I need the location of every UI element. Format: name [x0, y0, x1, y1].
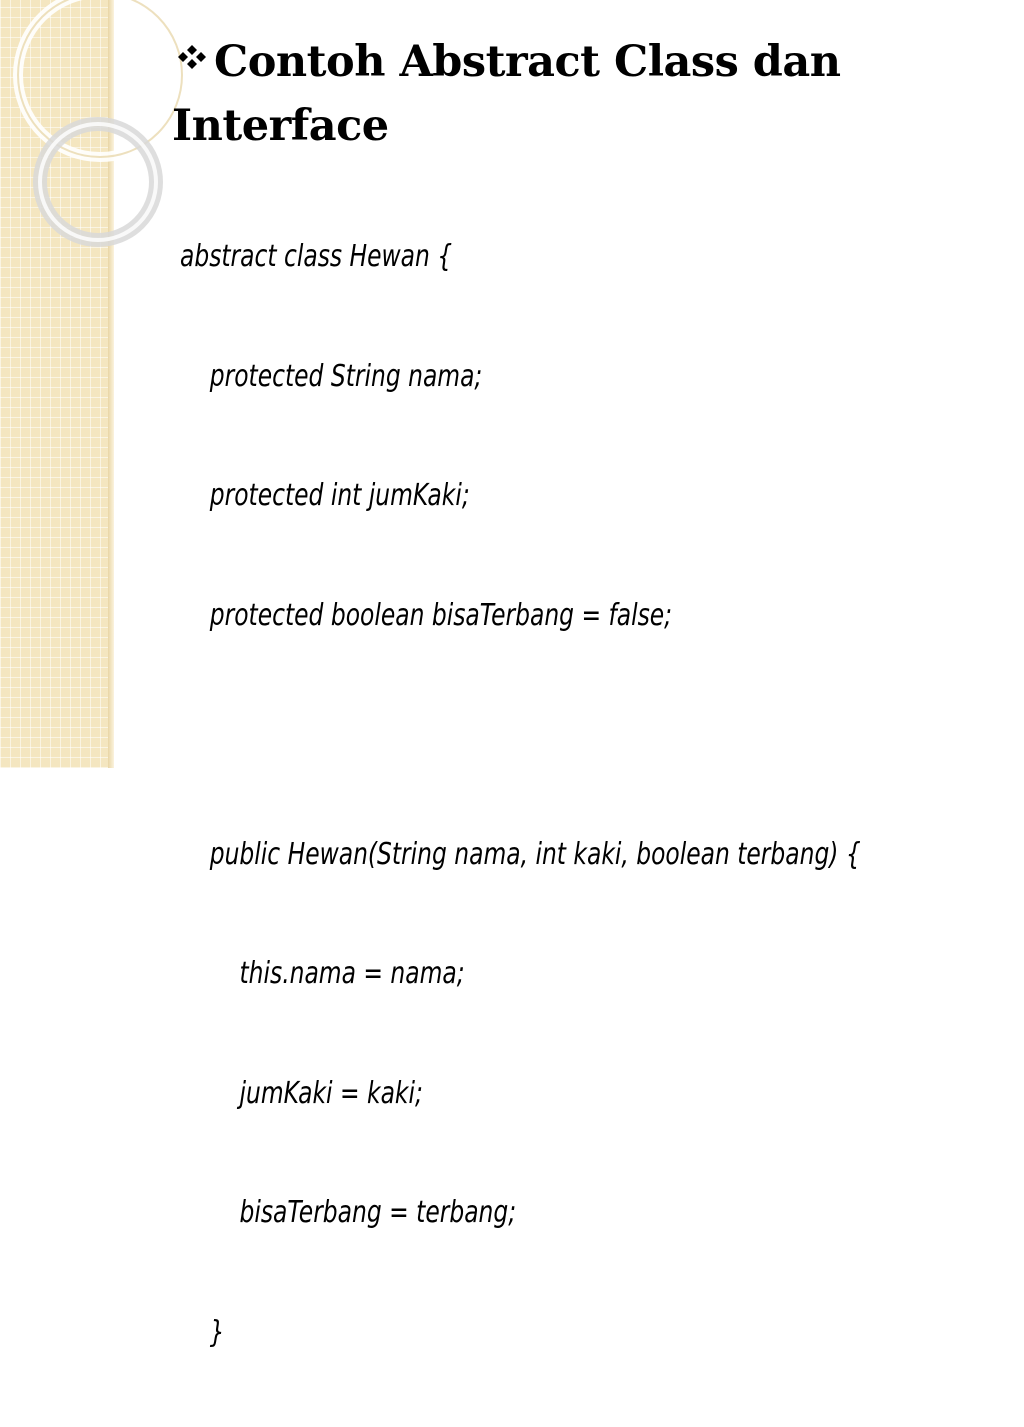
code-line	[180, 710, 820, 760]
code-line: this.nama = nama;	[180, 956, 465, 991]
code-line: public Hewan(String nama, int kaki, boolean terbang) {	[180, 836, 861, 872]
decorative-circles-icon	[0, 0, 180, 260]
code-line: }	[180, 1314, 225, 1350]
code-line: protected boolean bisaTerbang = false;	[180, 597, 673, 633]
title-line-1: Contoh Abstract Class dan	[214, 37, 841, 87]
code-line: protected String nama;	[180, 358, 483, 394]
code-line: bisaTerbang = terbang;	[180, 1195, 517, 1230]
diamond-bullet-icon	[172, 42, 212, 72]
slide-title	[172, 30, 992, 158]
code-line: abstract class Hewan {	[180, 239, 453, 274]
title-line-2: Interface	[172, 101, 389, 151]
code-line: protected int jumKaki;	[180, 478, 470, 513]
code-line: jumKaki = kaki;	[180, 1075, 423, 1111]
code-block	[180, 162, 861, 1427]
